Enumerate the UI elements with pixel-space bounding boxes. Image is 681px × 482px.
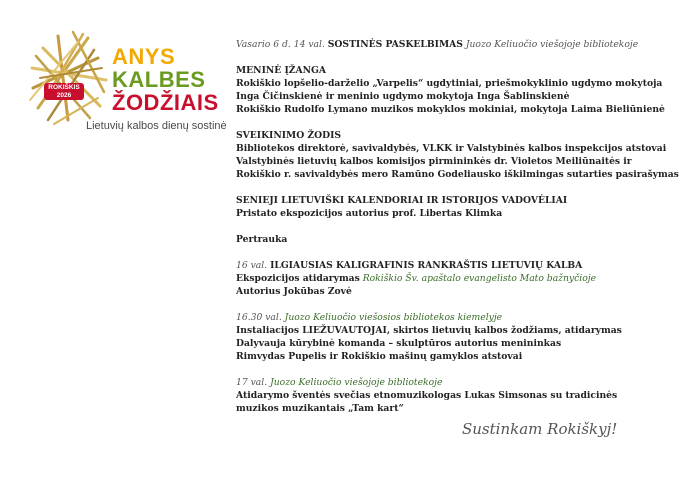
courtyard-line: Dalyvauja kūrybinė komanda – skulptūros autorius menininkas <box>236 338 562 349</box>
greeting-line: Rokiškio r. savivaldybės mero Ramūno Godeliausko iškilmingas sutarties pasirašymas <box>236 169 679 180</box>
logo-word-3: ŽODŽIAIS <box>112 90 219 115</box>
courtyard-venue: Juozo Keliuočio viešosios bibliotekos kiemelyje <box>284 312 503 323</box>
greeting-heading: SVEIKINIMO ŽODIS <box>236 130 342 141</box>
art-intro-line: Rokiškio Rudolfo Lymano muzikos mokyklos mokiniai, mokytoja Laima Bieliūnienė <box>236 104 665 115</box>
city-year-badge <box>44 83 84 100</box>
opening-line <box>236 38 666 51</box>
manuscript-time: 16 val. <box>236 260 268 271</box>
opening-time: Vasario 6 d. 14 val. <box>236 39 325 50</box>
break-label: Pertrauka <box>236 234 288 245</box>
evening-heading-line <box>236 376 666 389</box>
manuscript-heading-line <box>236 259 666 272</box>
calendars-line: Pristato ekspozicijos autorius prof. Libertas Klimka <box>236 208 503 219</box>
art-intro-heading: MENINĖ ĮŽANGA <box>236 65 326 76</box>
manuscript-prefix: Ekspozicijos atidarymas <box>236 273 360 284</box>
logo-word-1: ANYS <box>112 44 176 69</box>
opening-title: SOSTINĖS PASKELBIMAS <box>327 39 463 50</box>
courtyard-line: Rimvydas Pupelis ir Rokiškio mašinų gamyklos atstovai <box>236 351 523 362</box>
evening-time: 17 val. <box>236 377 268 388</box>
art-intro-line: Inga Čičinskienė ir meninio ugdymo mokytoja Inga Šablinskienė <box>236 91 570 102</box>
event-logo <box>28 28 228 138</box>
badge-year: 2026 <box>56 91 72 99</box>
logo-word-2: KALBES <box>112 67 206 92</box>
manuscript-venue: Rokiškio Šv. apaštalo evangelisto Mato bažnyčioje <box>362 273 597 284</box>
logo-tagline: Lietuvių kalbos dienų sostinė <box>86 120 227 132</box>
courtyard-heading-line <box>236 311 666 324</box>
badge-city: ROKIŠKIS <box>48 84 80 91</box>
greeting-line: Valstybinės lietuvių kalbos komisijos pirmininkės dr. Violetos Meiliūnaitės ir <box>236 156 632 167</box>
event-program <box>236 38 679 415</box>
evening-venue: Juozo Keliuočio viešojoje bibliotekoje <box>270 377 443 388</box>
greeting-line: Bibliotekos direktorė, savivaldybės, VLKK ir Valstybinės kalbos inspekcijos atstovai <box>236 143 667 154</box>
opening-venue: Juozo Keliuočio viešojoje bibliotekoje <box>465 39 639 50</box>
art-intro-line: Rokiškio lopšelio-darželio „Varpelis“ ugdytiniai, priešmokyklinio ugdymo mokytoja <box>236 78 663 89</box>
closing-signature: Sustinkam Rokiškyj! <box>462 420 618 438</box>
manuscript-line-2: Autorius Jokūbas Zovė <box>236 286 352 297</box>
manuscript-line-1 <box>236 272 666 285</box>
calendars-heading: SENIEJI LIETUVIŠKI KALENDORIAI IR ISTORIJOS VADOVĖLIAI <box>236 195 568 206</box>
courtyard-time: 16.30 val. <box>236 312 282 323</box>
wreath-graphic <box>28 28 112 128</box>
manuscript-heading: ILGIAUSIAS KALIGRAFINIS RANKRAŠTIS LIETUVIŲ KALBA <box>270 260 583 271</box>
evening-line: Atidarymo šventės svečias etnomuzikologas Lukas Simsonas su tradicinės <box>236 390 618 401</box>
courtyard-line: Instaliacijos LIEŽUVAUTOJAI, skirtos lietuvių kalbos žodžiams, atidarymas <box>236 325 622 336</box>
evening-line: muzikos muzikantais „Tam kart“ <box>236 403 404 414</box>
